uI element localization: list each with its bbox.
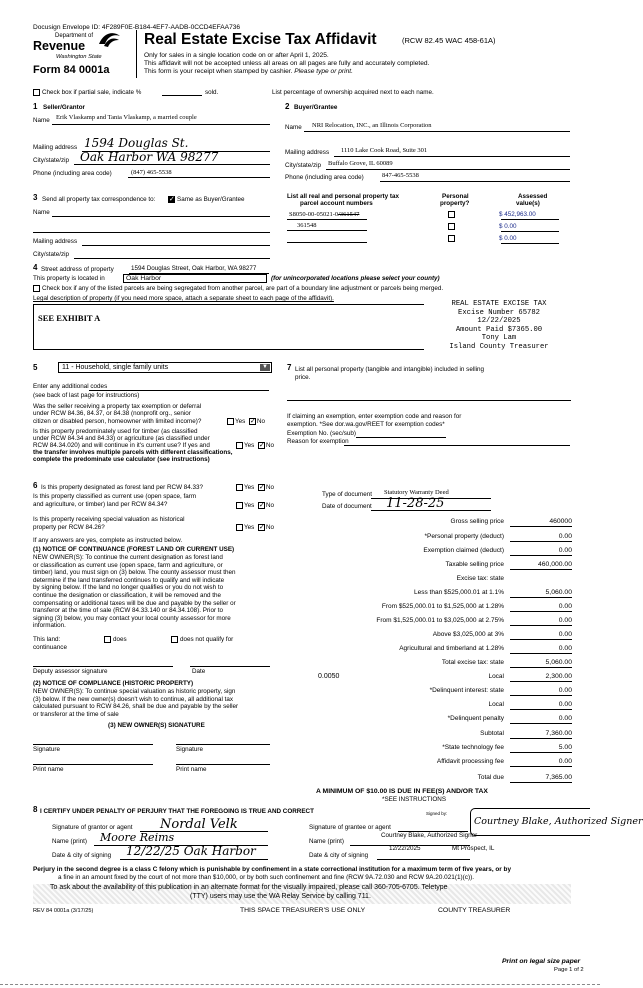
page-edge xyxy=(0,984,600,985)
rcw-reference: (RCW 82.45 WAC 458-61A) xyxy=(402,36,496,45)
buyer-phone-value[interactable]: 847-465-5538 xyxy=(382,172,419,179)
doc-type-value[interactable]: Statutory Warranty Deed xyxy=(384,489,449,496)
alt-format-line-1: To ask about the availability of this publication in an alternate format for the visually impaired, please call 360-705-6705. Teletype xyxy=(50,884,448,891)
section-4-number: 4 xyxy=(33,263,38,272)
this-land-label: This land: xyxy=(33,636,61,643)
use-code-select[interactable] xyxy=(58,362,272,373)
legal-paper-note: Print on legal size paper xyxy=(502,958,581,965)
header-note-2: This affidavit will not be accepted unless all areas on all pages are fully and accurately completed. xyxy=(144,60,430,67)
parcel-row-1-line xyxy=(287,219,367,220)
q-historic-2: property per RCW 84.26? xyxy=(33,524,105,531)
parcel-col3-header-b: value(s) xyxy=(516,200,540,207)
q-current-use-yes-label: Yes xyxy=(244,502,255,509)
notice-2-body xyxy=(33,688,278,718)
tax-row-label: Less than $525,000.01 at 1.1% xyxy=(414,589,504,596)
notice-1-line: compensating or additional taxes will be due and payable by the seller or xyxy=(33,599,236,607)
grantee-date-value[interactable]: 12/22/2025 xyxy=(389,845,421,852)
notice-1-body xyxy=(33,554,278,630)
stamp-line-5: Tony Lam xyxy=(481,334,517,342)
parcel-row-2-value-line xyxy=(501,231,559,232)
seller-phone-value[interactable]: (847) 465-5538 xyxy=(131,169,172,176)
notice-1-line: transferor at the time of sale (RCW 84.33.140 or 84.34.108). Prior to xyxy=(33,607,224,615)
partial-sale-pct-line[interactable] xyxy=(162,95,202,96)
tax-row-label: *Delinquent penalty xyxy=(447,715,504,722)
street-address-value[interactable]: 1594 Douglas Street, Oak Harbor, WA 98277 xyxy=(131,265,257,272)
q-forest-yes-checkbox[interactable] xyxy=(236,484,243,491)
deputy-date-line[interactable] xyxy=(190,666,270,667)
tax-row-value[interactable]: 0.00 xyxy=(510,533,572,542)
partial-sale-label: Check box if partial sale, indicate % xyxy=(42,89,142,96)
form-number: Form 84 0001a xyxy=(33,64,110,76)
parcel-row-2-personal-checkbox[interactable] xyxy=(448,223,455,230)
tax-row-value[interactable]: 0.00 xyxy=(510,701,572,710)
form-title: Real Estate Excise Tax Affidavit xyxy=(144,31,377,48)
seller-name-label: Name xyxy=(33,117,50,124)
grantee-date-city-line xyxy=(377,859,470,860)
location-select-value: Oak Harbor xyxy=(126,275,162,282)
buyer-heading: Buyer/Grantee xyxy=(294,104,338,111)
section-3-mailing-line[interactable] xyxy=(82,245,270,246)
see-instructions-note: *SEE INSTRUCTIONS xyxy=(382,796,447,803)
section-3-name-label: Name xyxy=(33,209,50,216)
land-does-not-checkbox[interactable] xyxy=(171,636,178,643)
tax-row-value[interactable]: 5,060.00 xyxy=(510,589,572,598)
seller-name-value[interactable]: Erik Vlaskamp and Tania Vlaskamp, a married couple xyxy=(56,114,197,121)
buyer-name-line xyxy=(304,131,570,132)
q-current-use-2: and agriculture, or timber) land per RCW 84.34? xyxy=(33,501,168,508)
section-8-number: 8 xyxy=(33,805,38,814)
revenue-logo-icon xyxy=(96,30,122,50)
tax-row-label: Gross selling price xyxy=(450,518,504,525)
new-owner-print-line-2[interactable] xyxy=(176,764,270,765)
segregated-checkbox[interactable] xyxy=(33,285,40,292)
section-3-number: 3 xyxy=(33,193,38,202)
tax-row-value[interactable]: 0.00 xyxy=(510,687,572,696)
tax-row-label: Exemption claimed (deduct) xyxy=(423,547,504,554)
parcel-row-3-personal-checkbox[interactable] xyxy=(448,235,455,242)
q-forest-yes-label: Yes xyxy=(244,484,255,491)
q-timber-5: complete the predominate use calculator (see instructions) xyxy=(33,456,210,463)
tax-row-label: Subtotal xyxy=(480,730,504,737)
header-divider xyxy=(136,30,137,78)
q-exemption-1: Was the seller receiving a property tax exemption or deferral xyxy=(33,403,202,410)
local-rate: 0.0050 xyxy=(318,673,340,680)
new-owner-print-line-1[interactable] xyxy=(33,764,153,765)
tax-row-label: Local xyxy=(488,701,504,708)
notice-2-line: calculated pursuant to RCW 84.26, shall be due and payable by the seller xyxy=(33,703,239,711)
parcel-col1-header: List all real and personal property tax xyxy=(287,193,399,200)
stamp-line-1: REAL ESTATE EXCISE TAX xyxy=(451,300,547,308)
buyer-name-value[interactable]: NRI Relocation, INC., an Illinois Corporation xyxy=(312,122,432,129)
section-1-number: 1 xyxy=(33,102,38,111)
exemption-no-label: Exemption No. (sec/sub) xyxy=(287,430,356,437)
deputy-signature-label: Deputy assessor signature xyxy=(33,668,108,675)
tax-row-label: Taxable selling price xyxy=(445,561,504,568)
tax-row-value[interactable]: 460000 xyxy=(510,518,572,527)
q-exemption-yes-label: Yes xyxy=(235,418,246,425)
parcel-row-2-line xyxy=(287,230,367,231)
section-3-blank-line[interactable] xyxy=(33,232,270,233)
tax-row-label: Total due xyxy=(477,774,504,781)
q-historic-no-label: No xyxy=(266,524,275,531)
form-revision: REV 84 0001a (3/17/25) xyxy=(33,908,94,914)
legal-description-value: SEE EXHIBIT A xyxy=(38,313,101,323)
notice-1-line: information. xyxy=(33,622,66,630)
dept-logo-text: Revenue xyxy=(33,39,86,53)
parcel-table xyxy=(287,211,571,261)
grantor-print-value[interactable]: Moore Reims xyxy=(100,831,175,844)
buyer-mailing-label: Mailing address xyxy=(285,149,330,156)
docusign-envelope-id: Docusign Envelope ID: 4F289F0E-B184-4EF7-AADB-0CCD4EFAA736 xyxy=(33,24,241,31)
signed-by-label: Signed by: xyxy=(426,811,448,816)
grantee-city-value[interactable]: Mt Prospect, IL xyxy=(452,845,495,852)
grantee-signature-label: Signature of grantee or agent xyxy=(309,824,391,831)
tax-row-value[interactable]: 0.00 xyxy=(510,547,572,556)
buyer-mailing-line xyxy=(334,156,570,157)
stamp-line-2: Excise Number 65782 xyxy=(458,308,540,317)
tax-row-label: Excise tax: state xyxy=(456,575,504,582)
tax-row-value[interactable]: 0.00 xyxy=(510,645,572,654)
parcel-row-1-value[interactable]: $ 452,963.00 xyxy=(499,211,536,218)
tax-row-label: From $525,000.01 to $1,525,000 at 1.28% xyxy=(381,603,504,610)
seller-city-line xyxy=(74,164,270,165)
page-number: Page 1 of 2 xyxy=(554,967,584,973)
q-current-use-yes-checkbox[interactable] xyxy=(236,502,243,509)
use-code-value: 11 - Household, single family units xyxy=(62,364,169,371)
seller-phone-line xyxy=(128,177,270,178)
doc-date-value[interactable]: 11-28-25 xyxy=(386,496,445,511)
grantee-print-label: Name (print) xyxy=(309,838,344,845)
header-note-3a: This form is your receipt when stamped by cashier. xyxy=(144,68,293,75)
q-timber-yes-checkbox[interactable] xyxy=(236,442,243,449)
additional-codes-line[interactable] xyxy=(89,390,269,391)
tax-row-value[interactable]: 2,300.00 xyxy=(510,673,572,682)
q-exemption-yes-checkbox[interactable] xyxy=(227,418,234,425)
alt-format-line-2: (TTY) users may use the WA Relay Service by calling 711. xyxy=(190,893,371,900)
notice-1-title: (1) NOTICE OF CONTINUANCE (FOREST LAND OR CURRENT USE) xyxy=(33,546,235,553)
notice-2-title: (2) NOTICE OF COMPLIANCE (HISTORIC PROPERTY) xyxy=(33,680,194,687)
parcel-row-3-value[interactable]: $ 0.00 xyxy=(499,235,517,242)
parcel-col3-header: Assessed xyxy=(518,193,548,200)
new-owner-signature-line-1[interactable] xyxy=(33,744,153,745)
q-exemption-no-checkbox[interactable]: ✓ xyxy=(250,418,256,425)
tax-row-label: Local xyxy=(488,673,504,680)
buyer-city-line xyxy=(326,169,570,170)
section-2-number: 2 xyxy=(285,102,290,111)
q-historic-1: Is this property receiving special valuation as historical xyxy=(33,516,185,523)
parcel-row-3-line[interactable] xyxy=(287,242,367,243)
tax-row-label: Affidavit processing fee xyxy=(436,758,504,765)
parcel-row-1-personal-checkbox[interactable] xyxy=(448,211,455,218)
section-7-label-2: price. xyxy=(295,374,311,381)
parcel-row-2-number[interactable]: 361548 xyxy=(297,222,317,229)
grantor-date-city-value[interactable]: 12/22/25 Oak Harbor xyxy=(126,844,256,858)
q-forest-no-label: No xyxy=(266,484,275,491)
tax-row-value[interactable]: 0.00 xyxy=(510,758,572,767)
section-6-number: 6 xyxy=(33,481,38,490)
seller-mailing-value[interactable]: 1594 Douglas St. xyxy=(84,136,189,150)
grantor-print-label: Name (print) xyxy=(52,838,87,845)
tax-row-label: *Personal property (deduct) xyxy=(424,533,504,540)
notice-1-line: determine if the land transferred continues to qualify and will indicate xyxy=(33,576,225,584)
grantor-date-city-label: Date & city of signing xyxy=(52,852,112,859)
notice-3-title: (3) NEW OWNER(S) SIGNATURE xyxy=(108,722,205,729)
notice-1-line: signing (3) below, you may contact your local county assessor for more xyxy=(33,614,231,622)
q-timber-3: RCW 84.34.020) and will continue in it's current use? If yes and xyxy=(33,442,210,449)
parcel-col2-header-b: property? xyxy=(440,200,470,207)
section-3-city-label: City/state/zip xyxy=(33,251,70,258)
notice-1-line: continue the designation or classification, it will be removed and the xyxy=(33,591,221,599)
parcel-row-3-value-line xyxy=(501,243,559,244)
q-timber-4: the transfer involves multiple parcels with different classifications, xyxy=(33,449,233,456)
section-3-mailing-label: Mailing address xyxy=(33,238,78,245)
notice-2-line: NEW OWNER(S): To continue special valuation as historic property, sign xyxy=(33,688,236,695)
tax-row-value[interactable]: 7,360.00 xyxy=(510,730,572,739)
same-as-buyer-checkbox[interactable]: ✓ xyxy=(169,196,175,203)
grantee-signature: Courtney Blake, Authorized Signer xyxy=(474,816,643,827)
treasurer-stamp xyxy=(424,300,574,360)
section-7-label: List all personal property (tangible and intangible) included in selling xyxy=(295,366,485,373)
new-owner-signature-label-1: Signature xyxy=(33,746,60,753)
buyer-name-label: Name xyxy=(285,124,302,131)
section-7-number: 7 xyxy=(287,363,292,372)
perjury-line-1: Perjury in the second degree is a class C felony which is punishable by confinement in a state correctional institution for a maximum term of five years, or by xyxy=(33,866,512,873)
tax-row-value[interactable]: 0.00 xyxy=(510,631,572,640)
perjury-line-2: a fine in an amount fixed by the court of not more than $10,000, or by both such confinement and fine (RCW 9A.72.030 and RCW 9A.20.021(1)(c)). xyxy=(58,874,474,881)
if-yes-note: If any answers are yes, complete as instructed below. xyxy=(33,537,183,544)
parcel-row-1-value-line xyxy=(501,219,559,220)
tax-row-value[interactable]: 5.00 xyxy=(510,744,572,753)
exemption-text-1: If claiming an exemption, enter exemption code and reason for xyxy=(287,413,462,420)
parcel-col2-header: Personal xyxy=(442,193,469,200)
grantee-date-city-label: Date & city of signing xyxy=(309,852,369,859)
buyer-phone-line xyxy=(380,181,570,182)
legal-description-label: Legal description of property (if you need more space, attach a separate sheet to each page of the affidavit). xyxy=(33,295,334,302)
q-timber-yes-label: Yes xyxy=(244,442,255,449)
tax-row-label: From $1,525,000.01 to $3,025,000 at 2.75% xyxy=(376,617,504,624)
deputy-signature-line[interactable] xyxy=(33,666,173,667)
grantor-date-city-line xyxy=(120,859,268,860)
buyer-city-value[interactable]: Buffalo Grove, IL 60089 xyxy=(328,160,393,167)
exemption-text-2: exemption. *See dor.wa.gov/REET for exemption codes* xyxy=(287,421,445,428)
section-3-city-line[interactable] xyxy=(74,258,270,259)
q-timber-no-label: No xyxy=(266,442,275,449)
q-timber-2: under RCW 84.34 and 84.33) or agriculture (as classified under xyxy=(33,435,210,442)
land-does-label: does xyxy=(113,636,127,643)
buyer-mailing-value[interactable]: 1110 Lake Cook Road, Suite 301 xyxy=(341,147,428,154)
located-label: This property is located in xyxy=(33,275,105,282)
partial-sale-sold: sold. xyxy=(205,89,219,96)
minimum-due-note: A MINIMUM OF $10.00 IS DUE IN FEE(S) AND/OR TAX xyxy=(316,788,488,795)
exemption-reason-line[interactable] xyxy=(344,445,570,446)
buyer-phone-label: Phone (including area code) xyxy=(285,174,364,181)
list-percentage-note: List percentage of ownership acquired next to each name. xyxy=(272,89,434,96)
doc-type-label: Type of document xyxy=(322,491,373,498)
treasurer-use-only: THIS SPACE TREASURER'S USE ONLY xyxy=(240,907,366,914)
docusign-signature-box[interactable] xyxy=(470,808,643,836)
notice-2-line: or transferor at the time of sale xyxy=(33,710,119,718)
grantee-print-value[interactable]: Courtney Blake, Authorized Signor xyxy=(381,832,478,839)
tax-row-value[interactable]: 0.00 xyxy=(510,617,572,626)
stamp-line-4: Amount Paid $7365.00 xyxy=(455,325,543,334)
stamp-line-3: 12/22/2025 xyxy=(477,317,521,325)
q-forest: Is this property designated as forest land per RCW 84.33? xyxy=(41,484,204,491)
notice-1-line: NEW OWNER(S): To continue the current designation as forest land xyxy=(33,554,223,561)
doc-date-label: Date of document xyxy=(322,503,372,510)
deputy-date-label: Date xyxy=(192,668,206,675)
tax-row-value[interactable]: 460,000.00 xyxy=(510,561,572,570)
q-exemption-3: citizen or disabled person, homeowner with limited income)? xyxy=(33,418,202,425)
header-note-1: Only for sales in a single location code on or after April 1, 2025. xyxy=(144,52,329,59)
tax-row-value[interactable]: 5,060.00 xyxy=(510,659,572,668)
seller-mailing-label: Mailing address xyxy=(33,144,78,151)
section-5-number: 5 xyxy=(33,363,38,372)
tax-calculation xyxy=(286,518,572,788)
buyer-city-label: City/state/zip xyxy=(285,162,322,169)
new-owner-signature-line-2[interactable] xyxy=(176,744,270,745)
tax-row-label: *State technology fee xyxy=(442,744,504,751)
land-does-checkbox[interactable] xyxy=(104,636,111,643)
new-owner-print-label-2: Print name xyxy=(176,766,207,773)
tax-row-label: Total excise tax: state xyxy=(441,659,504,666)
certify-statement: I CERTIFY UNDER PENALTY OF PERJURY THAT THE FOREGOING IS TRUE AND CORRECT xyxy=(40,808,314,815)
grantor-signature[interactable]: Nordal Velk xyxy=(160,817,238,832)
q-timber-1: Is this property predominately used for timber (as classified xyxy=(33,428,198,435)
dropdown-arrow-icon[interactable]: ▼ xyxy=(260,364,270,371)
grantor-signature-label: Signature of grantor or agent xyxy=(52,824,133,831)
notice-1-line: timber) land, you must sign on (3) below. The county assessor must then xyxy=(33,569,236,577)
street-address-label: Street address of property xyxy=(41,266,114,273)
section-3-label: Send all property tax correspondence to: xyxy=(42,196,156,203)
tax-row-value[interactable]: 0.00 xyxy=(510,603,572,612)
tax-row-value[interactable]: 0.00 xyxy=(510,715,572,724)
q-forest-no-checkbox[interactable]: ✓ xyxy=(259,484,265,491)
dept-line1: Department of xyxy=(55,33,94,39)
segregated-label: Check box if any of the listed parcels are being segregated from another parcel, are part of a boundary line adjustment or parcels being merged. xyxy=(42,285,444,292)
section-3-name-line[interactable] xyxy=(52,216,270,217)
seller-city-label: City/state/zip xyxy=(33,157,70,164)
county-treasurer-label: COUNTY TREASURER xyxy=(438,907,511,914)
land-does-not-label: does not qualify for xyxy=(180,636,234,643)
see-back-label: (see back of last page for instructions) xyxy=(33,392,140,399)
location-select[interactable] xyxy=(123,274,267,283)
seller-city-value[interactable]: Oak Harbor WA 98277 xyxy=(80,150,219,164)
continuance-label: continuance xyxy=(33,644,67,651)
notice-1-line: or classification as current use (open space, farm and agriculture, or xyxy=(33,561,223,569)
new-owner-signature-label-2: Signature xyxy=(176,746,203,753)
parcel-row-1-number[interactable]: S8050-00-05021-0/361547 xyxy=(289,211,360,218)
q-current-use-no-label: No xyxy=(266,502,275,509)
additional-codes-label: Enter any additional codes xyxy=(33,383,108,390)
notice-2-line: (3) below. If the new owner(s) doesn't wish to continue, all additional tax xyxy=(33,695,234,703)
q-timber-no-checkbox[interactable]: ✓ xyxy=(259,442,265,449)
seller-phone-label: Phone (including area code) xyxy=(33,170,112,177)
new-owner-print-label-1: Print name xyxy=(33,766,64,773)
exemption-reason-label: Reason for exemption xyxy=(287,438,349,445)
q-historic-yes-checkbox[interactable] xyxy=(236,524,243,531)
tax-row-label: *Delinquent interest: state xyxy=(429,687,504,694)
q-current-use-no-checkbox[interactable]: ✓ xyxy=(259,502,265,509)
located-note: (for unincorporated locations please select your county) xyxy=(271,275,440,282)
tax-row-label: Agricultural and timberland at 1.28% xyxy=(399,645,504,652)
same-as-buyer-label: Same as Buyer/Grantee xyxy=(177,196,245,203)
seller-name-line xyxy=(52,124,270,125)
header-note-3 xyxy=(144,68,353,76)
stamp-line-6: Island County Treasurer xyxy=(449,342,549,351)
parcel-col1-header-b: parcel account numbers xyxy=(300,200,373,207)
notice-1-line: by signing below. If the land no longer qualifies or you do not wish to xyxy=(33,584,224,592)
personal-property-line[interactable] xyxy=(287,400,571,401)
dept-line3: Washington State xyxy=(56,54,102,60)
seller-heading: Seller/Grantor xyxy=(43,104,85,111)
q-historic-no-checkbox[interactable]: ✓ xyxy=(259,524,265,531)
q-historic-yes-label: Yes xyxy=(244,524,255,531)
q-exemption-2: under RCW 84.36, 84.37, or 84.38 (nonprofit org., senior xyxy=(33,410,191,417)
q-exemption-no-label: No xyxy=(257,418,266,425)
parcel-row-2-value[interactable]: $ 0.00 xyxy=(499,223,517,230)
header-note-3b: Please type or print. xyxy=(294,68,353,75)
partial-sale-checkbox[interactable] xyxy=(33,89,40,96)
q-current-use-1: Is this property classified as current use (open space, farm xyxy=(33,493,197,500)
exemption-no-line[interactable] xyxy=(356,437,446,438)
tax-total-due-value[interactable]: 7,365.00 xyxy=(510,774,572,783)
tax-row-label: Above $3,025,000 at 3% xyxy=(432,631,504,638)
